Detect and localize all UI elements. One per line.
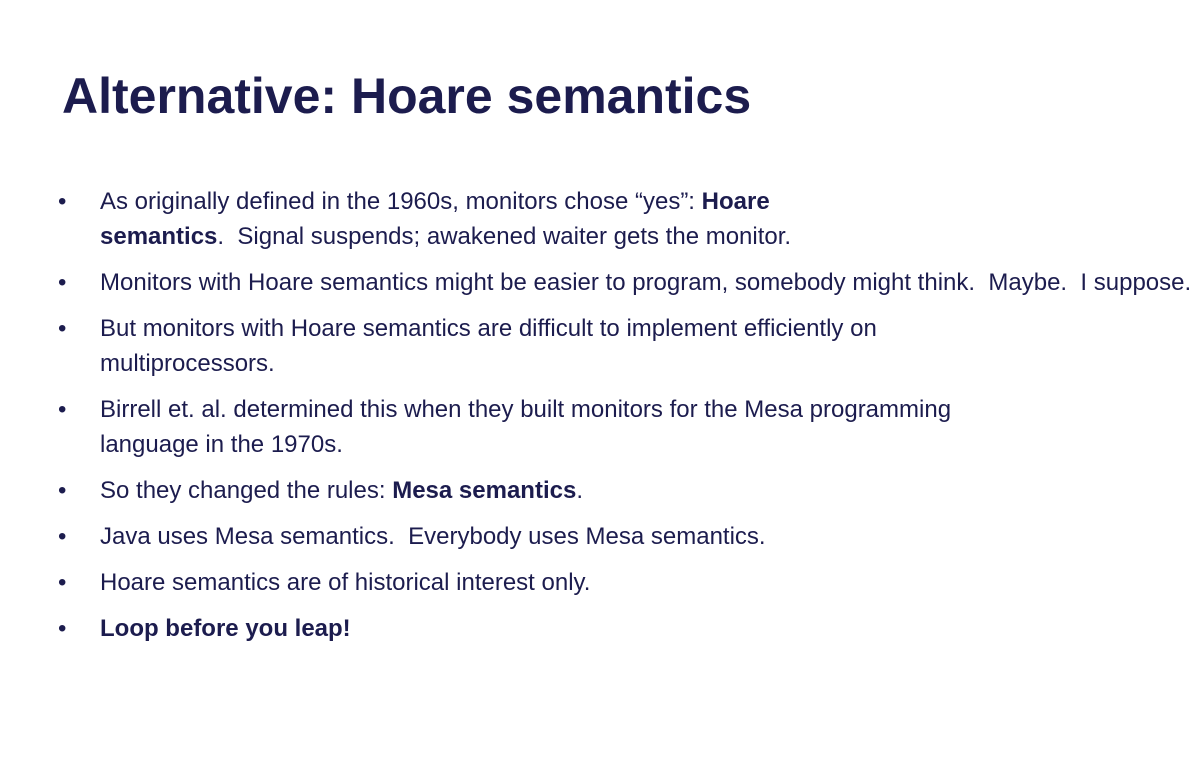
bullet-text: Birrell et. al. determined this when they built monitors for the Mesa programming language in the 1970s.: [100, 396, 952, 458]
bullet-marker: •: [58, 477, 67, 504]
bullet-item-4: [58, 392, 958, 462]
bullet-text: But monitors with Hoare semantics are difficult to implement efficiently on multiprocessors.: [100, 315, 877, 377]
bullet-marker: •: [58, 523, 67, 550]
bullet-marker: •: [58, 569, 67, 596]
bullet-text: So they changed the rules:: [100, 477, 393, 504]
bullet-text: Hoare semantics are of historical interest only.: [100, 569, 591, 596]
bullet-text-tail: . Signal suspends; awakened waiter gets the monitor.: [217, 223, 792, 250]
bullet-list: [58, 184, 1191, 657]
bullet-item-5: [58, 473, 958, 508]
bullet-emphasis: Mesa semantics: [392, 477, 577, 504]
bullet-item-6: [58, 519, 958, 554]
slide-title: Alternative: Hoare semantics: [62, 68, 752, 124]
bullet-item-7: [58, 565, 958, 600]
bullet-marker: •: [58, 396, 67, 423]
bullet-marker: •: [58, 269, 67, 296]
bullet-emphasis: Hoare semantics: [100, 188, 770, 250]
bullet-marker: •: [58, 188, 67, 215]
bullet-item-2: [58, 265, 1191, 300]
bullet-text: Java uses Mesa semantics. Everybody uses Mesa semantics.: [100, 523, 766, 550]
bullet-text: Monitors with Hoare semantics might be easier to program, somebody might think. Maybe. I suppose.: [100, 269, 1191, 296]
bullet-emphasis: Loop before you leap!: [100, 615, 351, 642]
bullet-text: As originally defined in the 1960s, monitors chose “yes”:: [100, 188, 702, 215]
bullet-item-1: [58, 184, 958, 254]
bullet-marker: •: [58, 615, 67, 642]
bullet-marker: •: [58, 315, 67, 342]
bullet-text-tail: .: [576, 477, 583, 504]
bullet-item-8: [58, 611, 958, 646]
bullet-item-3: [58, 311, 958, 381]
